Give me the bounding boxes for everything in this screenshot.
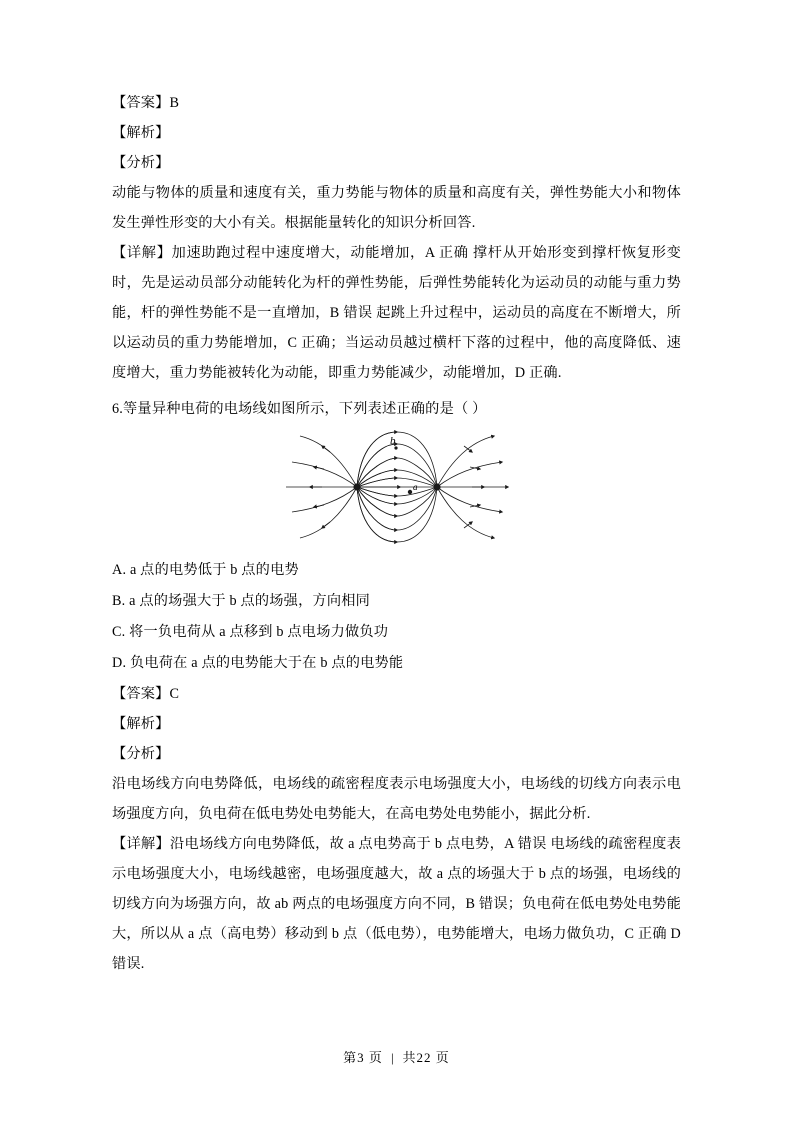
analysis-label-6: 【分析】	[112, 746, 170, 762]
choice-b: B. a 点的场强大于 b 点的场强，方向相同	[112, 593, 371, 609]
negative-charge-dot	[433, 483, 440, 490]
label-a: a	[412, 482, 417, 492]
choice-a: A. a 点的电势低于 b 点的电势	[112, 562, 299, 578]
choice-c: C. 将一负电荷从 a 点移到 b 点电场力做负功	[112, 624, 389, 640]
page-footer	[0, 1047, 793, 1066]
detail-body-6: 【详解】沿电场线方向电势降低，故 a 点电势高于 b 点电势，A 错误 电场线的疏密程度表示电场强度大小，电场线越密，电场强度越大，故 a 点的场强大于 b 点的场强，电场线的切线方向为场强方向，故 ab 两点的电场强度方向不同，B 错误；负电荷在低电势处电势能大，所以从 a 点（高电势）移动到 b 点（低电势），电势能增大，电场力做负功，C 正确 D 错误.	[112, 836, 681, 972]
point-a-dot	[407, 490, 411, 494]
answer-line-5: 【答案】B	[112, 95, 180, 111]
answer-line-6: 【答案】C	[112, 686, 180, 702]
footer-current-page: 第3 页	[343, 1050, 383, 1065]
field-lines-svg	[282, 430, 512, 545]
analysis-body-5: 动能与物体的质量和速度有关，重力势能与物体的质量和高度有关，弹性势能大小和物体发生弹性形变的大小有关。根据能量转化的知识分析回答.	[112, 185, 681, 231]
positive-charge-dot	[353, 483, 360, 490]
analysis-heading-6: 【解析】	[112, 716, 170, 732]
analysis-body-6: 沿电场线方向电势降低，电场线的疏密程度表示电场强度大小，电场线的切线方向表示电场强度方向，负电荷在低电势处电势能大，在高电势处电势能小，据此分析.	[112, 776, 681, 822]
electric-field-lines-figure	[282, 430, 512, 545]
question-6-choices	[112, 555, 681, 679]
choice-d: D. 负电荷在 a 点的电势能大于在 b 点的电势能	[112, 655, 404, 671]
analysis-heading-5: 【解析】	[112, 125, 170, 141]
detail-body-5: 【详解】加速助跑过程中速度增大，动能增加，A 正确 撑杆从开始形变到撑杆恢复形变时，先是运动员部分动能转化为杆的弹性势能，后弹性势能转化为运动员的动能与重力势能，杆的弹性势能不是一直增加，B 错误 起跳上升过程中，运动员的高度在不断增大，所以运动员的重力势能增加，C 正确；当运动员越过横杆下落的过程中，他的高度降低、速度增大，重力势能被转化为动能，即重力势能减少，动能增加，D 正确.	[112, 245, 681, 381]
analysis-label-5: 【分析】	[112, 155, 170, 171]
footer-total-pages: 共22 页	[402, 1050, 450, 1065]
question-6-stem: 6.等量异种电荷的电场线如图所示，下列表述正确的是（ ）	[112, 401, 487, 417]
footer-separator: |	[390, 1050, 395, 1065]
label-b: b	[389, 435, 395, 447]
figure-container	[112, 430, 681, 545]
